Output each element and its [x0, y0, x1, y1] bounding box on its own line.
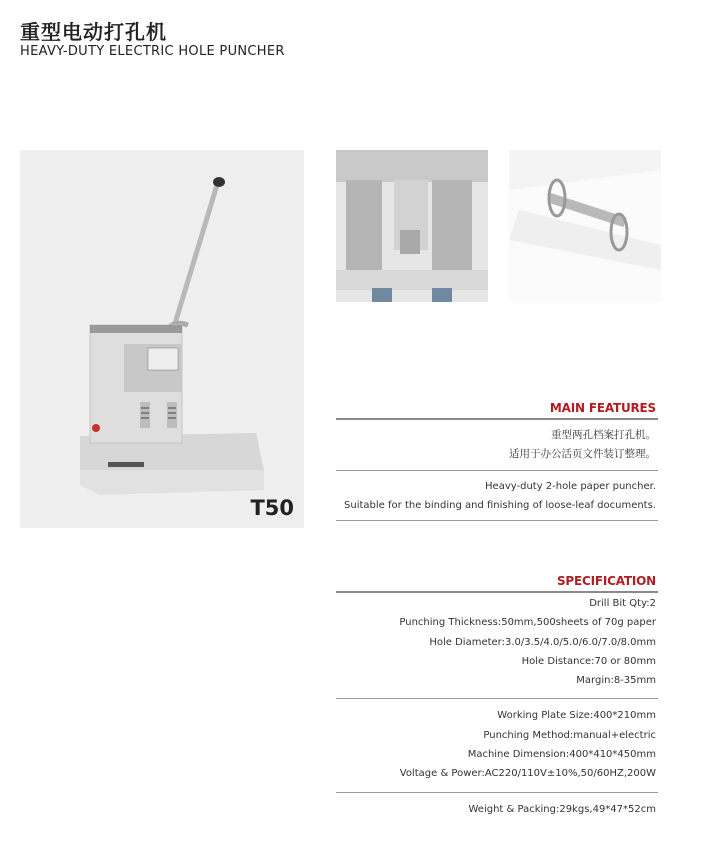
main-features-heading: MAIN FEATURES — [549, 401, 656, 415]
spec-line: Machine Dimension:400*410*450mm — [467, 749, 656, 761]
feature-line-en: Heavy-duty 2-hole paper puncher. — [485, 480, 656, 492]
spec-line: Hole Diameter:3.0/3.5/4.0/5.0/6.0/7.0/8.0mm — [429, 636, 656, 648]
specification-section — [336, 573, 658, 819]
model-label: T50 — [250, 496, 294, 520]
spec-line: Drill Bit Qty:2 — [589, 598, 656, 609]
spec-line: Hole Distance:70 or 80mm — [521, 655, 656, 667]
spec-line: Voltage & Power:AC220/110V±10%,50/60HZ,200W — [399, 768, 656, 780]
spec-line: Punching Thickness:50mm,500sheets of 70g paper — [399, 617, 656, 629]
binder-rings-illustration — [509, 150, 661, 302]
hole-puncher-illustration — [20, 150, 304, 528]
page-title-cn: 重型电动打孔机 — [20, 20, 167, 44]
spec-line: Working Plate Size:400*210mm — [497, 710, 656, 722]
feature-line-cn: 重型两孔档案打孔机。 — [551, 429, 656, 441]
main-features-section — [336, 400, 658, 521]
spec-line: Punching Method:manual+electric — [483, 729, 656, 741]
product-photo — [20, 150, 304, 528]
binder-rings-photo — [509, 150, 661, 302]
spec-line: Weight & Packing:29kgs,49*47*52cm — [468, 803, 656, 815]
divider — [336, 520, 658, 521]
feature-line-cn: 适用于办公活页文件装订整理。 — [509, 448, 656, 461]
drill-detail-photo — [336, 150, 488, 302]
page-title-en: HEAVY-DUTY ELECTRIC HOLE PUNCHER — [20, 44, 285, 59]
drill-heads-illustration — [336, 150, 488, 302]
spec-line: Margin:8-35mm — [576, 675, 656, 687]
specification-heading: SPECIFICATION — [556, 574, 656, 588]
feature-line-en: Suitable for the binding and finishing of loose-leaf documents. — [344, 499, 656, 511]
